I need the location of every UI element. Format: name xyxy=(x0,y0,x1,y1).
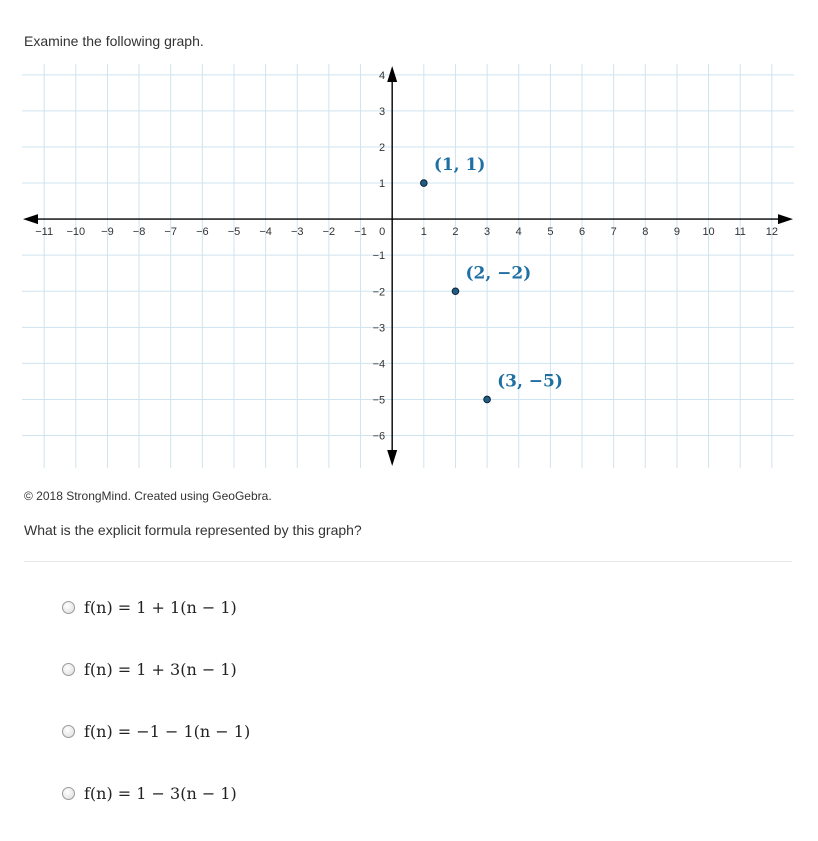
data-points xyxy=(421,155,563,403)
y-tick-label: −5 xyxy=(372,394,386,407)
radio-button[interactable] xyxy=(62,663,75,676)
graph-credit: © 2018 StrongMind. Created using GeoGebra. xyxy=(24,489,272,503)
y-tick-label: −4 xyxy=(372,358,386,371)
x-tick-label: 4 xyxy=(515,226,522,239)
point-label: (1, 1) xyxy=(433,155,486,176)
x-tick-label: −4 xyxy=(259,226,272,239)
x-tick-label: 7 xyxy=(610,226,617,239)
point-label: (3, −5) xyxy=(497,371,563,392)
data-point xyxy=(452,288,459,295)
x-tick-label: 9 xyxy=(673,226,680,239)
x-tick-label: −7 xyxy=(164,226,177,239)
radio-button[interactable] xyxy=(62,601,75,614)
x-tick-label: −3 xyxy=(290,226,304,239)
option-b-formula: f(n) = 1 + 3(n − 1) xyxy=(84,659,237,679)
data-point xyxy=(484,396,491,403)
y-tick-label: −2 xyxy=(372,286,386,299)
y-tick-label: 1 xyxy=(379,178,386,191)
y-tick-label: 4 xyxy=(379,69,386,82)
y-tick-labels xyxy=(373,70,386,443)
divider xyxy=(24,561,792,562)
y-tick-label: −3 xyxy=(372,322,386,335)
coordinate-graph xyxy=(22,64,794,468)
option-a[interactable] xyxy=(62,590,250,624)
x-tick-label: −6 xyxy=(196,226,209,239)
y-tick-label: 3 xyxy=(379,105,386,118)
y-tick-label: 2 xyxy=(379,141,386,154)
axes xyxy=(23,66,793,466)
x-tick-label: −2 xyxy=(322,226,336,239)
x-tick-label: 3 xyxy=(484,226,491,239)
x-axis-arrow-right xyxy=(778,214,793,224)
option-b[interactable] xyxy=(62,652,250,686)
x-tick-label: 0 xyxy=(379,226,386,239)
point-label: (2, −2) xyxy=(465,263,532,284)
x-tick-label: 6 xyxy=(578,226,586,239)
radio-button[interactable] xyxy=(62,787,75,800)
answer-options xyxy=(62,590,250,838)
question-text: What is the explicit formula represented by this graph? xyxy=(24,522,362,538)
x-tick-label: −5 xyxy=(227,226,241,239)
x-tick-label: 10 xyxy=(702,226,715,239)
x-tick-label: −10 xyxy=(66,226,86,239)
option-c-formula: f(n) = −1 − 1(n − 1) xyxy=(84,721,251,741)
y-tick-label: −1 xyxy=(372,250,386,263)
x-tick-labels xyxy=(35,226,778,238)
x-tick-label: 2 xyxy=(452,226,459,239)
option-a-formula: f(n) = 1 + 1(n − 1) xyxy=(84,597,237,617)
option-c[interactable] xyxy=(62,714,250,748)
x-tick-label: 12 xyxy=(765,226,778,239)
grid-lines xyxy=(22,64,794,468)
x-tick-label: −8 xyxy=(132,226,146,239)
question-prompt: Examine the following graph. xyxy=(24,33,204,49)
data-point xyxy=(421,180,428,187)
y-tick-label: −6 xyxy=(372,430,386,443)
radio-button[interactable] xyxy=(62,725,75,738)
x-tick-label: 1 xyxy=(420,226,427,239)
option-d-formula: f(n) = 1 − 3(n − 1) xyxy=(84,783,237,803)
x-axis-arrow-left xyxy=(23,214,38,224)
x-tick-label: −1 xyxy=(354,226,367,239)
x-tick-label: 11 xyxy=(734,226,746,239)
x-tick-label: 5 xyxy=(547,226,554,239)
option-d[interactable] xyxy=(62,776,250,810)
x-tick-label: 8 xyxy=(642,226,649,239)
y-axis-arrow-down xyxy=(387,450,397,466)
x-tick-label: −11 xyxy=(35,226,54,239)
x-tick-label: −9 xyxy=(101,226,114,239)
y-axis-arrow-up xyxy=(387,66,397,82)
